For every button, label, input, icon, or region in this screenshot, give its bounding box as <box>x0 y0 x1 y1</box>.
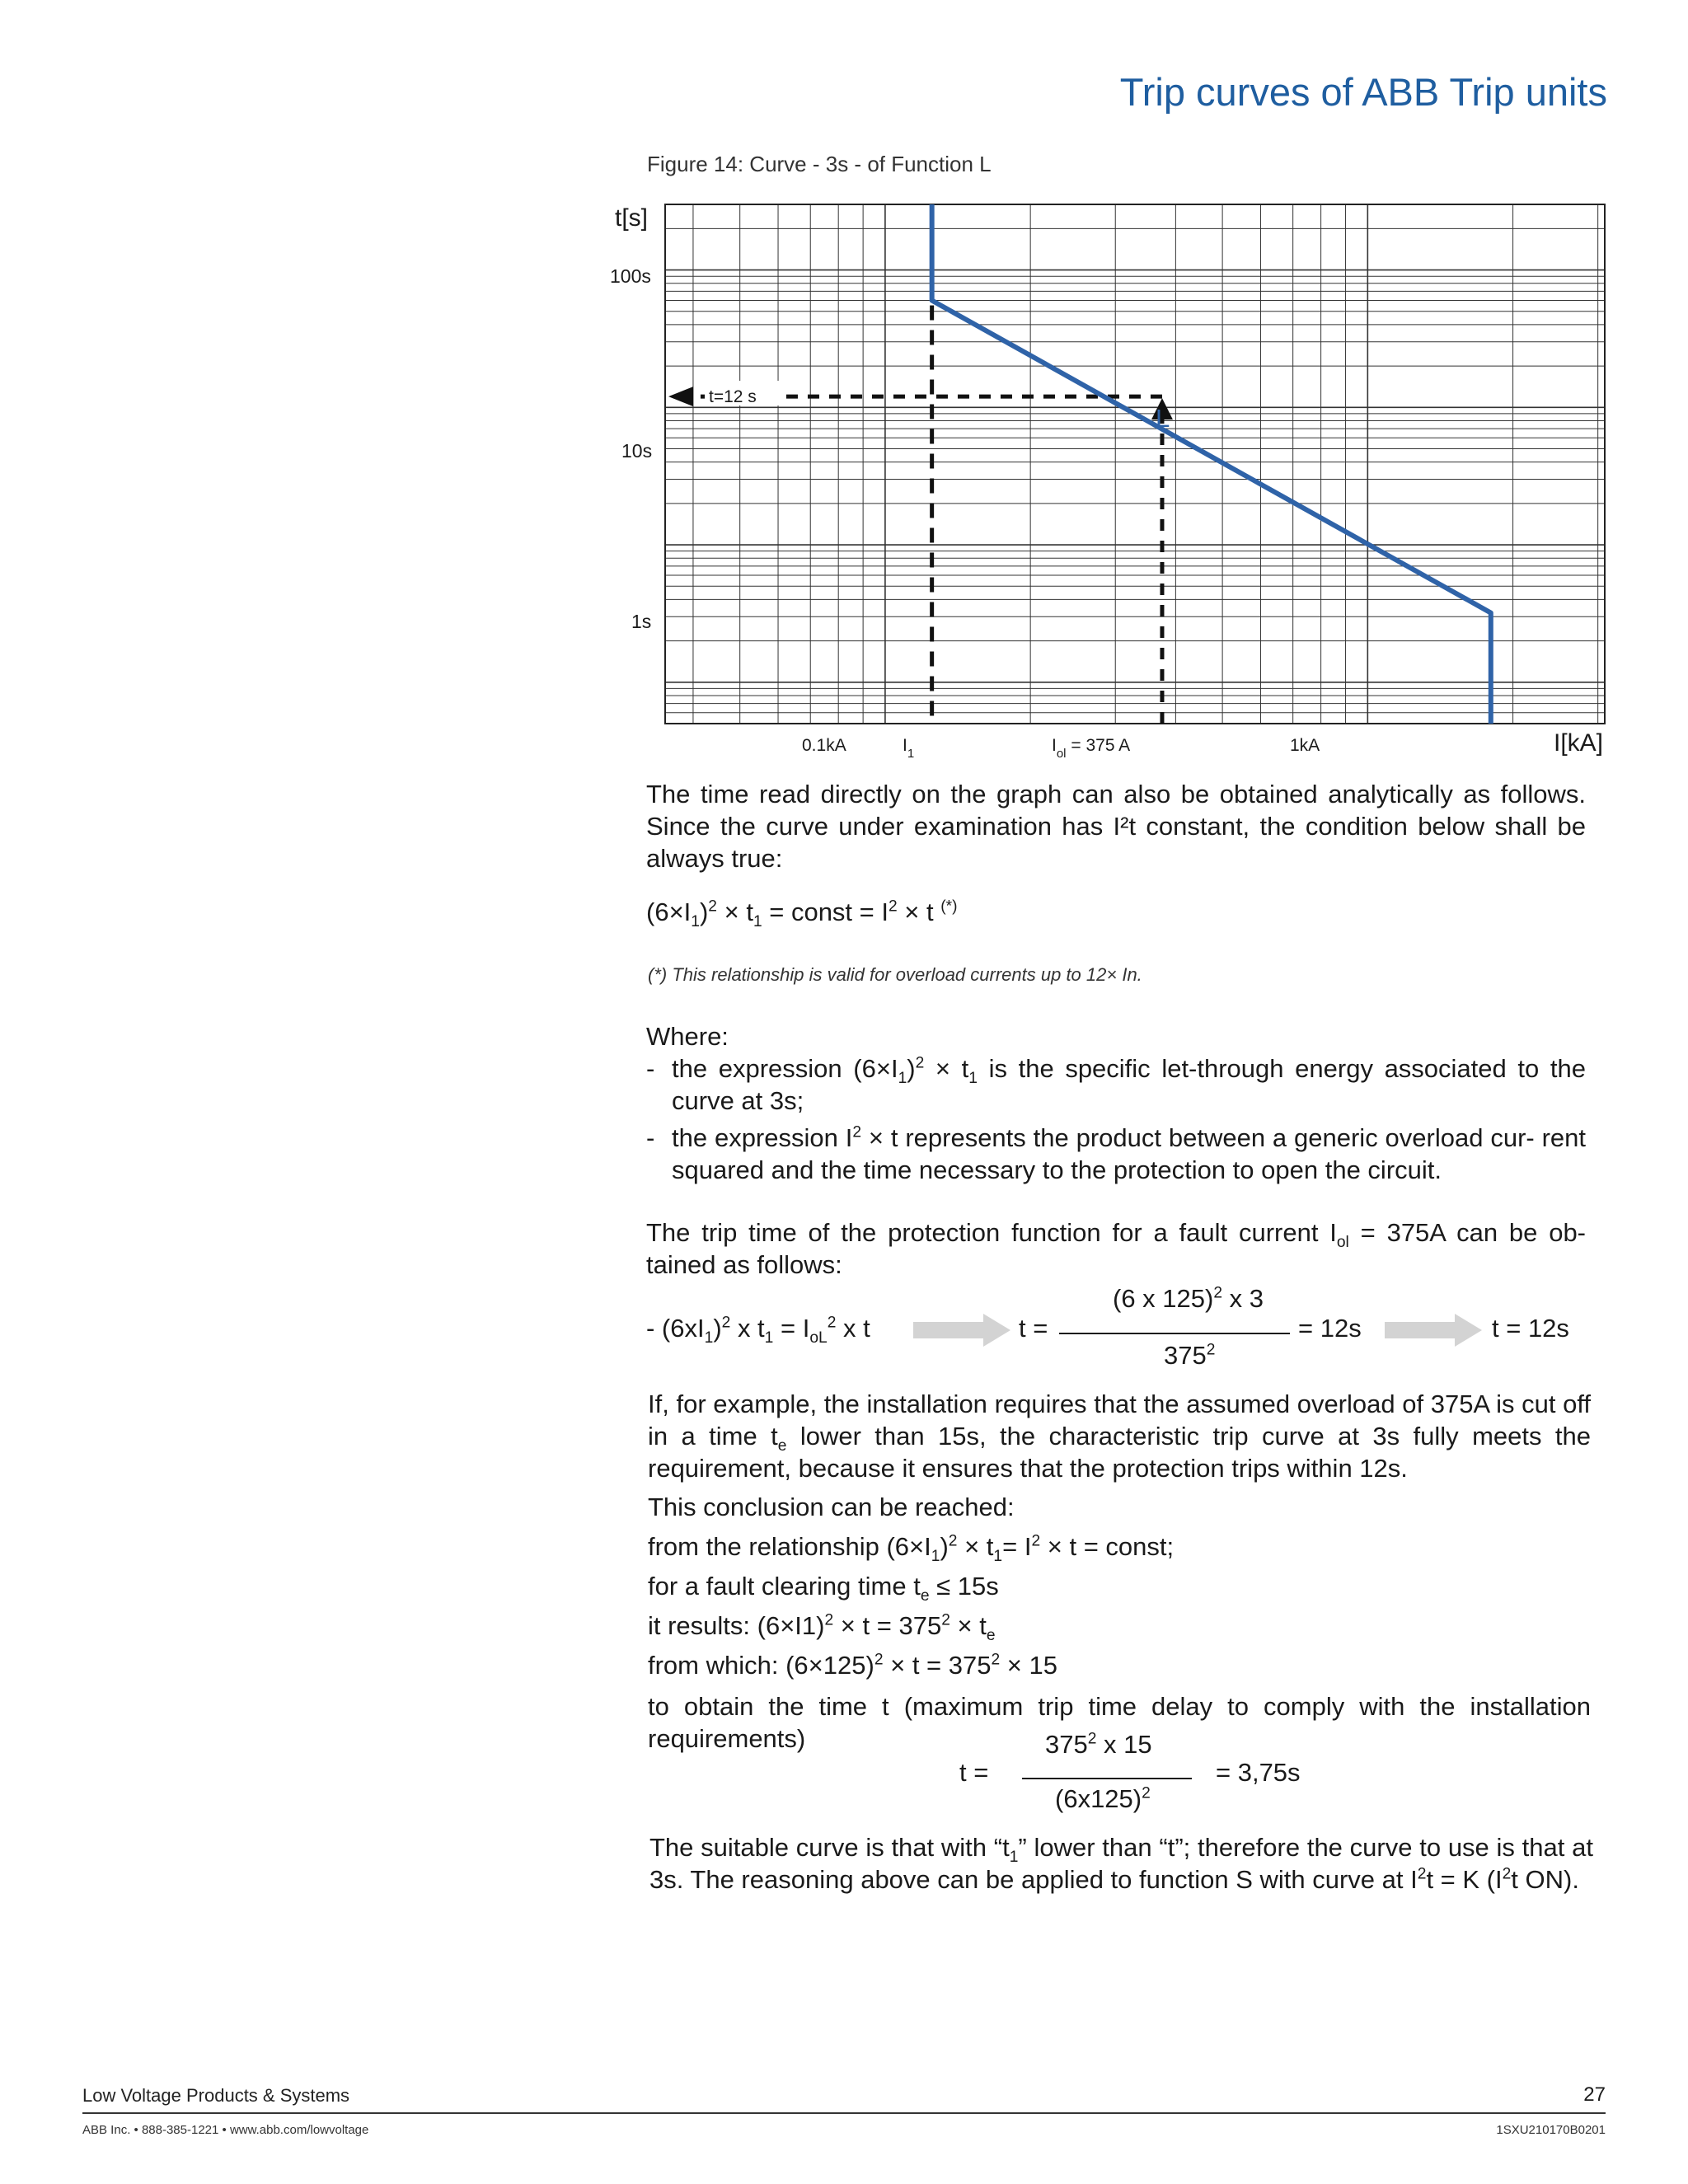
line-conclusion: This conclusion can be reached: <box>648 1493 1015 1521</box>
y-tick-100s: 100s <box>610 265 651 287</box>
x-tick-i1: $I_1$ <box>903 736 915 761</box>
trip-curve-line <box>932 204 1491 724</box>
line-fault-time: for a fault clearing time $t_e \le 15s$ <box>648 1572 999 1605</box>
curve-label: L <box>1156 404 1170 433</box>
calc-left: - $(6xI_1)^2$ x $t_1 = I_{oL}^2$ x t <box>646 1314 870 1347</box>
arrow-icon <box>1385 1314 1484 1347</box>
y-axis-label: t[s] <box>615 204 649 232</box>
calc2-t-label: t = <box>959 1758 989 1787</box>
arrow-icon <box>913 1314 1012 1347</box>
x-axis-label: I[kA] <box>1554 729 1604 757</box>
calc2-denominator: $(6x125)^2$ <box>1055 1784 1151 1813</box>
trip-curve-chart <box>602 194 1615 771</box>
page-title: Trip curves of ABB Trip units <box>1119 70 1607 114</box>
figure-caption: Figure 14: Curve - 3s - of Function L <box>647 152 992 176</box>
footer-doc-id: 1SXU210170B0201 <box>1496 2123 1606 2137</box>
fraction-line <box>1059 1333 1290 1334</box>
footer-rule <box>82 2112 1606 2114</box>
line-relationship: from the relationship $(6\times I_1)^2 \times t_1= I^2 \times t$ = const; <box>648 1532 1175 1566</box>
calc2-numerator: $375^2$ x 15 <box>1045 1730 1152 1759</box>
y-tick-1s: 1s <box>631 611 652 632</box>
calc-t-label: t = <box>1019 1314 1048 1343</box>
footer-section: Low Voltage Products & Systems <box>82 2085 350 2106</box>
where-block <box>646 1020 1586 1191</box>
line-from-which: from which: $(6\times 125)^2 \times t = 375^2 \times 15$ <box>648 1651 1057 1680</box>
fraction-line-2 <box>1022 1778 1192 1779</box>
footnote: (*) This relationship is valid for overload currents up to 12× In. <box>648 964 1142 985</box>
line-results: it results: $(6\times I1)^2 \times t = 375^2 \times t_e$ <box>648 1611 996 1645</box>
chart-grid <box>665 204 1605 724</box>
x-tick-0.1ka: 0.1kA <box>802 736 846 755</box>
paragraph-conclusion: The suitable curve is that with “$t_1$” lower than “t”; therefore the curve to use is that at 3s. The reasoning above can be applied to function S with curve at $I^2t = K$ ($I^2t$ ON). <box>649 1833 1593 1894</box>
y-tick-10s: 10s <box>621 440 653 462</box>
where-item-1: - the expression $(6\times I_1)^2 \times t_1$ is the specific let-through energy associated to the curve at 3s; <box>646 1052 1586 1117</box>
where-label: Where: <box>646 1022 729 1051</box>
calc-result: t = 12s <box>1492 1314 1569 1343</box>
calc-numerator: (6 x 125)$^2$ x 3 <box>1113 1284 1264 1313</box>
calc-denominator: $375^2$ <box>1164 1341 1216 1370</box>
chart-frame <box>665 204 1605 724</box>
where-item-2: - the expression $I^2 \times t$ represents the product between a generic overload cur- rent squared and the time necessary to the protection to open the circuit. <box>646 1122 1586 1186</box>
equation-constant: $(6\times I_1)^2 \times t_1$ = const = $I^2 \times t$ (*) <box>646 898 958 931</box>
footer-contact: ABB Inc. • 888-385-1221 • www.abb.com/lowvoltage <box>82 2123 369 2137</box>
calc-equals: = 12s <box>1298 1314 1362 1343</box>
calc2-equals: = 3,75s <box>1216 1758 1301 1787</box>
paragraph-trip-time: The trip time of the protection function for a fault current $I_{ol} = 375A$ can be ob- tained as follows: <box>646 1218 1587 1279</box>
paragraph-example: If, for example, the installation requires that the assumed overload of 375A is cut off in a time $t_e$ lower than 15s, the characteristic trip curve at 3s fully meets the requirement, because it ensures that the protection trips within 12s. <box>648 1390 1591 1483</box>
where-list <box>646 1052 1586 1186</box>
paragraph-intro: The time read directly on the graph can also be obtained analytically as follows. Since the curve under examination has I²t constant, the condition below shall be always true: <box>646 780 1586 873</box>
line-obtain: to obtain the time t (maximum trip time delay to comply with the installation requirements) <box>648 1692 1591 1753</box>
x-tick-iol: $I_{ol} = 375$ A <box>1052 736 1131 761</box>
time-arrowhead <box>668 387 693 406</box>
x-tick-1ka: 1kA <box>1290 736 1320 755</box>
annotation-time-label: t=12 s <box>709 387 757 406</box>
page-number: 27 <box>1583 2083 1606 2106</box>
